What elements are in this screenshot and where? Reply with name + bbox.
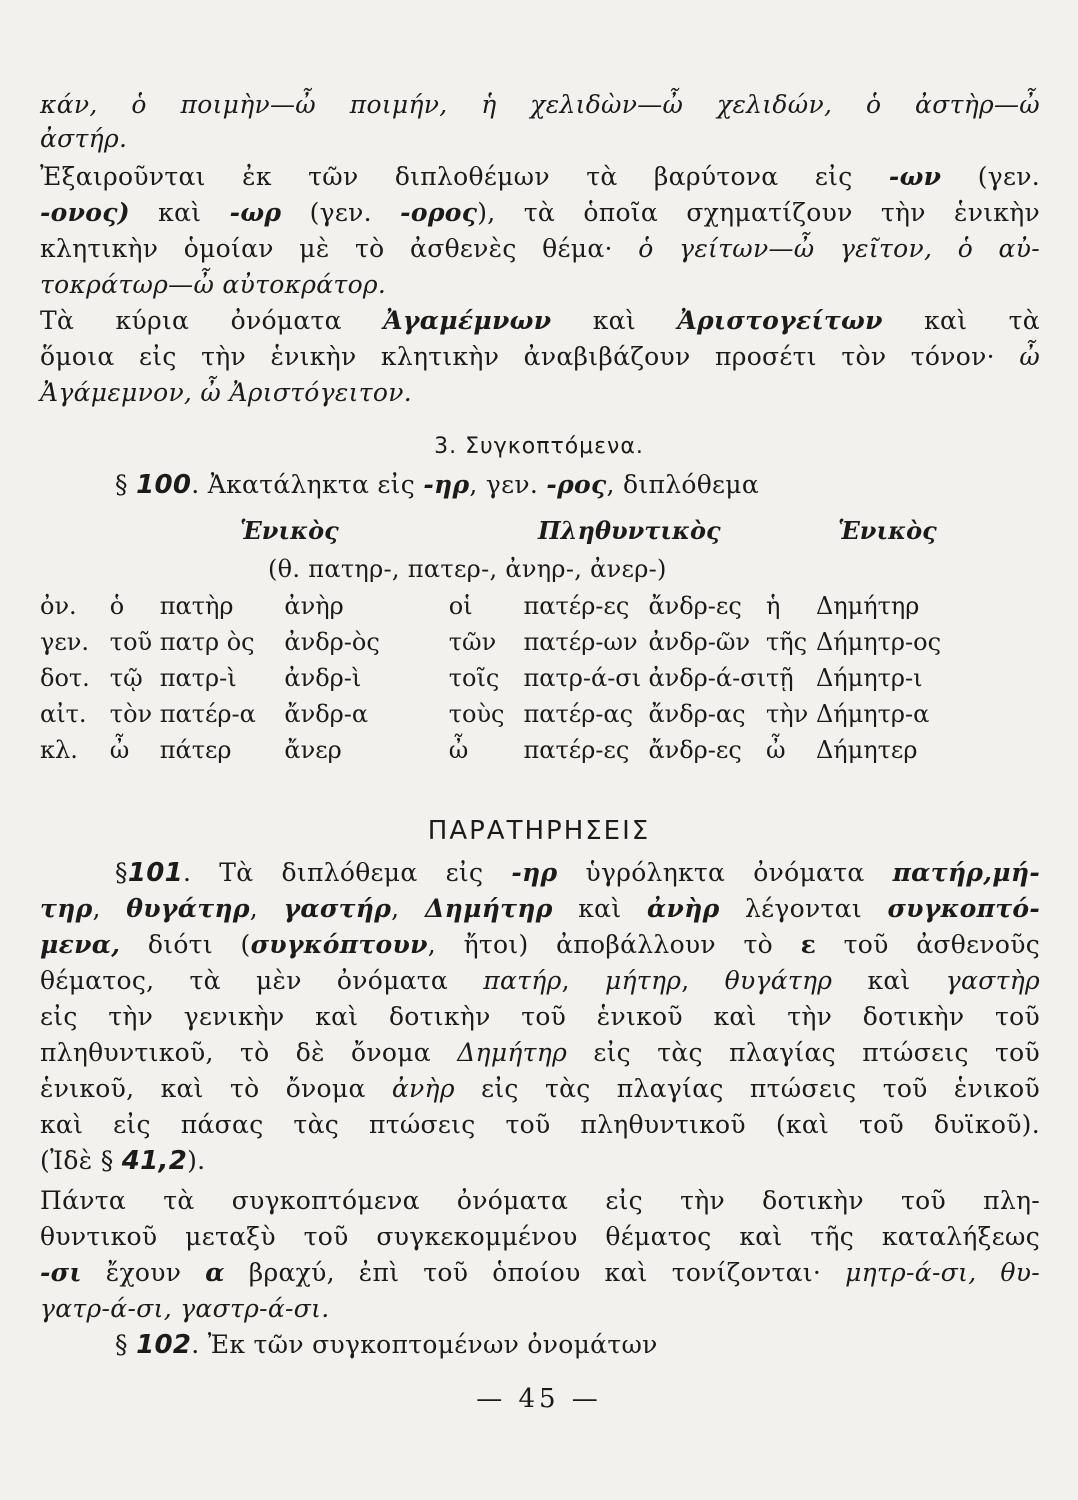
text-run: Δημήτηρ — [457, 1038, 568, 1067]
text-run: -ρος — [546, 470, 607, 499]
table-row — [40, 732, 1040, 768]
section-100-text — [191, 470, 759, 499]
text-run: Ἀγαμέμνων — [383, 306, 552, 335]
text-run: καὶ — [552, 894, 647, 923]
section-number: 101 — [127, 858, 183, 888]
text-run: ε — [800, 930, 817, 959]
text-run: (γεν. — [941, 162, 1040, 191]
table-cell-e: Δημήτηρ — [815, 592, 920, 620]
text-line — [40, 196, 1040, 230]
text-run: θέματος, τὰ μὲν ὀνόματα — [40, 966, 484, 995]
text-run: . Ἀκατάληκτα εἰς — [191, 470, 424, 499]
text-run: ), τὰ ὁποῖα σχηματίζουν τὴν ἑνικὴν — [477, 198, 1040, 227]
table-cell-b: ἄνερ — [284, 736, 342, 764]
text-run: , — [681, 966, 725, 995]
table-cell-art2: τοὺς — [448, 700, 505, 728]
table-cell-art: ὁ — [109, 592, 125, 620]
text-run: ἑνικοῦ, καὶ τὸ ὄνομα — [40, 1074, 392, 1103]
text-run: , ἤτοι) ἀποβάλλουν τὸ — [427, 930, 801, 959]
section-102 — [115, 1328, 1035, 1362]
section-100 — [115, 468, 1035, 502]
table-cell-art2: τῶν — [448, 628, 497, 656]
table-row — [40, 696, 1040, 732]
text-run: θυγάτηρ — [724, 966, 833, 995]
text-line: ἀστήρ. — [40, 124, 128, 153]
text-run: εἰς τὰς πλαγίας πτώσεις τοῦ ἑνικοῦ — [454, 1074, 1040, 1103]
table-cell-b: ἀνὴρ — [284, 592, 344, 620]
table-cell-d: ἀνδρ-ά-σι — [648, 664, 767, 692]
text-run: βραχύ, ἐπὶ τοῦ ὁποίου καὶ τονίζονται· — [224, 1258, 846, 1287]
table-cell-a: πατρ-ὶ — [159, 664, 237, 692]
text-run: Τὰ κύρια ὀνόματα — [40, 306, 384, 335]
text-line — [40, 964, 1040, 998]
text-run: πατήρ,μή- — [892, 858, 1040, 887]
table-cell-art: τῷ — [109, 664, 143, 692]
table-cell-a: πατὴρ — [159, 592, 234, 620]
table-cell-case: ὀν. — [40, 592, 77, 620]
text-line — [40, 928, 1040, 962]
section-number: 100 — [136, 470, 192, 500]
text-run: συγκόπτουν — [250, 930, 428, 959]
declension-table — [40, 588, 1040, 768]
text-line — [40, 160, 1040, 194]
text-run: -ονος) — [40, 198, 130, 227]
table-cell-e: Δήμητρ-ι — [815, 664, 923, 692]
table-cell-d: ἄνδρ-ες — [648, 592, 742, 620]
text-run: γαστὴρ — [945, 966, 1040, 995]
text-line: Πάντα τὰ συγκοπτόμενα ὀνόματα εἰς τὴν δοτικὴν τοῦ πλη- — [40, 1186, 1040, 1215]
text-line — [40, 1072, 1040, 1106]
table-cell-art2: ὦ — [448, 736, 469, 764]
stems-line: (θ. πατηρ-, πατερ-, ἀνηρ-, ἀνερ-) — [268, 555, 667, 583]
table-cell-b: ἄνδρ-α — [284, 700, 369, 728]
section-number: 102 — [136, 1330, 192, 1360]
section-sign: § — [115, 470, 128, 499]
table-cell-art3: ἡ — [766, 592, 781, 620]
text-run: , γεν. — [469, 470, 547, 499]
text-run: τηρ — [40, 894, 93, 923]
column-head-singular: Ἑνικὸς — [240, 516, 339, 545]
text-run: μήτηρ — [604, 966, 682, 995]
table-cell-e: Δήμητερ — [815, 736, 918, 764]
text-line: θυντικοῦ μεταξὺ τοῦ συγκεκομμένου θέματος καὶ τῆς καταλήξεως — [40, 1222, 1040, 1251]
remarks-heading: ΠΑΡΑΤΗΡΗΣΕΙΣ — [427, 816, 651, 846]
text-run: μητρ-ά-σι, θυ- — [845, 1258, 1040, 1287]
text-line: Ἀγάμεμνον, ὦ Ἀριστόγειτον. — [40, 378, 412, 407]
reference-number: 41,2 — [121, 1146, 188, 1176]
reference-open: (Ἰδὲ § — [40, 1146, 122, 1175]
table-cell-b: ἀνδρ-ὸς — [284, 628, 380, 656]
table-cell-art3: τῇ — [766, 664, 794, 692]
section-sign: § — [115, 1330, 128, 1359]
text-run: Ἀριστογείτων — [677, 306, 883, 335]
text-run: ὁ γείτων—ὦ γεῖτον, ὁ αὐ- — [638, 234, 1040, 263]
section-101 — [115, 856, 1040, 890]
text-line — [40, 1144, 1040, 1178]
table-cell-art3: τὴν — [766, 700, 809, 728]
text-line — [40, 232, 1040, 266]
text-run: γαστήρ — [283, 894, 392, 923]
text-line — [40, 340, 1040, 374]
text-run: (γεν. — [281, 198, 401, 227]
table-cell-d: ἄνδρ-ες — [648, 736, 742, 764]
text-run: α — [205, 1258, 225, 1287]
text-line: κάν, ὁ ποιμὴν—ὦ ποιμήν, ἡ χελιδὼν—ὦ χελιδών, ὁ ἀστὴρ—ὦ — [40, 90, 1040, 119]
text-run: ἔχουν — [81, 1258, 206, 1287]
section-102-text: . Ἐκ τῶν συγκοπτομένων ὀνομάτων — [191, 1330, 658, 1359]
text-run: -ων — [888, 162, 942, 191]
text-run: , — [249, 894, 284, 923]
text-run: -ωρ — [229, 198, 282, 227]
text-run: καὶ τὰ — [882, 306, 1040, 335]
table-cell-a: πάτερ — [159, 736, 232, 764]
reference-close: ). — [187, 1146, 206, 1175]
text-run: πατήρ — [483, 966, 562, 995]
text-run: ὅμοια εἰς τὴν ἑνικὴν κλητικὴν ἀναβιβάζουν προσέτι τὸν τόνον· — [40, 342, 1020, 371]
table-cell-e: Δήμητρ-α — [815, 700, 930, 728]
table-cell-art2: τοῖς — [448, 664, 500, 692]
table-cell-case: γεν. — [40, 628, 89, 656]
text-line: εἰς τὴν γενικὴν καὶ δοτικὴν τοῦ ἑνικοῦ καὶ τὴν δοτικὴν τοῦ — [40, 1002, 1040, 1031]
section-sign: § — [115, 858, 128, 887]
table-cell-case: δοτ. — [40, 664, 90, 692]
table-cell-art2: οἱ — [448, 592, 473, 620]
text-run: λέγονται — [719, 894, 888, 923]
table-cell-a: πατρ ὸς — [159, 628, 255, 656]
table-cell-d: ἀνδρ-ῶν — [648, 628, 751, 656]
text-run: εἰς τὰς πλαγίας πτώσεις τοῦ — [567, 1038, 1040, 1067]
text-run: καὶ — [129, 198, 230, 227]
table-cell-art: τὸν — [109, 700, 153, 728]
column-head-singular-2: Ἑνικὸς — [838, 516, 937, 545]
table-cell-art: τοῦ — [109, 628, 153, 656]
text-line — [40, 892, 1040, 926]
text-run: πληθυντικοῦ, τὸ δὲ ὄνομα — [40, 1038, 458, 1067]
text-run: ὑγρόληκτα ὀνόματα — [557, 858, 893, 887]
text-run: Δημήτηρ — [424, 894, 553, 923]
text-run: κλητικὴν ὁμοίαν μὲ τὸ ἀσθενὲς θέμα· — [40, 234, 639, 263]
table-cell-c: πατρ-ά-σι — [523, 664, 642, 692]
table-cell-a: πατέρ-α — [159, 700, 256, 728]
table-cell-e: Δήμητρ-ος — [815, 628, 942, 656]
text-run: -ορος — [400, 198, 478, 227]
table-cell-art: ὦ — [109, 736, 130, 764]
table-cell-b: ἀνδρ-ὶ — [284, 664, 362, 692]
text-line: καὶ εἰς πάσας τὰς πτώσεις τοῦ πληθυντικοῦ (καὶ τοῦ δυϊκοῦ). — [40, 1110, 1040, 1139]
table-cell-case: αἰτ. — [40, 700, 87, 728]
text-line: γατρ-ά-σι, γαστρ-ά-σι. — [40, 1294, 330, 1323]
text-run: τοῦ ἀσθενοῦς — [816, 930, 1041, 959]
table-cell-art3: ὦ — [766, 736, 786, 764]
text-run: θυγάτηρ — [126, 894, 250, 923]
table-cell-c: πατέρ-ες — [523, 736, 630, 764]
text-run: καὶ — [551, 306, 678, 335]
text-run: μενα, — [40, 930, 121, 959]
page-number: — 45 — — [476, 1384, 602, 1414]
text-line — [40, 1036, 1040, 1070]
text-run: Ἐξαιροῦνται ἐκ τῶν διπλοθέμων τὰ βαρύτονα εἰς — [40, 162, 889, 191]
table-row — [40, 660, 1040, 696]
table-cell-case: κλ. — [40, 736, 78, 764]
text-run: -σι — [40, 1258, 82, 1287]
table-cell-c: πατέρ-ες — [523, 592, 630, 620]
column-head-plural: Πληθυντικὸς — [538, 516, 721, 545]
text-run: ἀνὴρ — [646, 894, 720, 923]
text-run: , — [561, 966, 605, 995]
text-run: , — [391, 894, 425, 923]
table-cell-c: πατέρ-ας — [523, 700, 634, 728]
text-line — [40, 304, 1040, 338]
table-cell-d: ἄνδρ-ας — [648, 700, 746, 728]
text-line — [40, 1256, 1040, 1290]
section-subtitle: 3. Συγκοπτόμενα. — [434, 434, 644, 459]
table-cell-c: πατέρ-ων — [523, 628, 638, 656]
text-run: ἀνὴρ — [391, 1074, 455, 1103]
text-run: , — [92, 894, 127, 923]
text-run: διότι ( — [120, 930, 251, 959]
text-run: συγκοπτό- — [887, 894, 1041, 923]
text-run: . Τὰ διπλόθεμα εἰς — [183, 858, 512, 887]
text-run: -ηρ — [511, 858, 558, 887]
table-row — [40, 624, 1040, 660]
text-run: -ηρ — [423, 470, 470, 499]
table-cell-art3: τῆς — [766, 628, 808, 656]
text-run: , διπλόθεμα — [606, 470, 760, 499]
text-line: τοκράτωρ—ὦ αὐτοκράτορ. — [40, 270, 387, 299]
table-row — [40, 588, 1040, 624]
text-run: ὦ — [1019, 342, 1040, 371]
text-run: καὶ — [832, 966, 946, 995]
section-101-text — [183, 858, 1040, 887]
